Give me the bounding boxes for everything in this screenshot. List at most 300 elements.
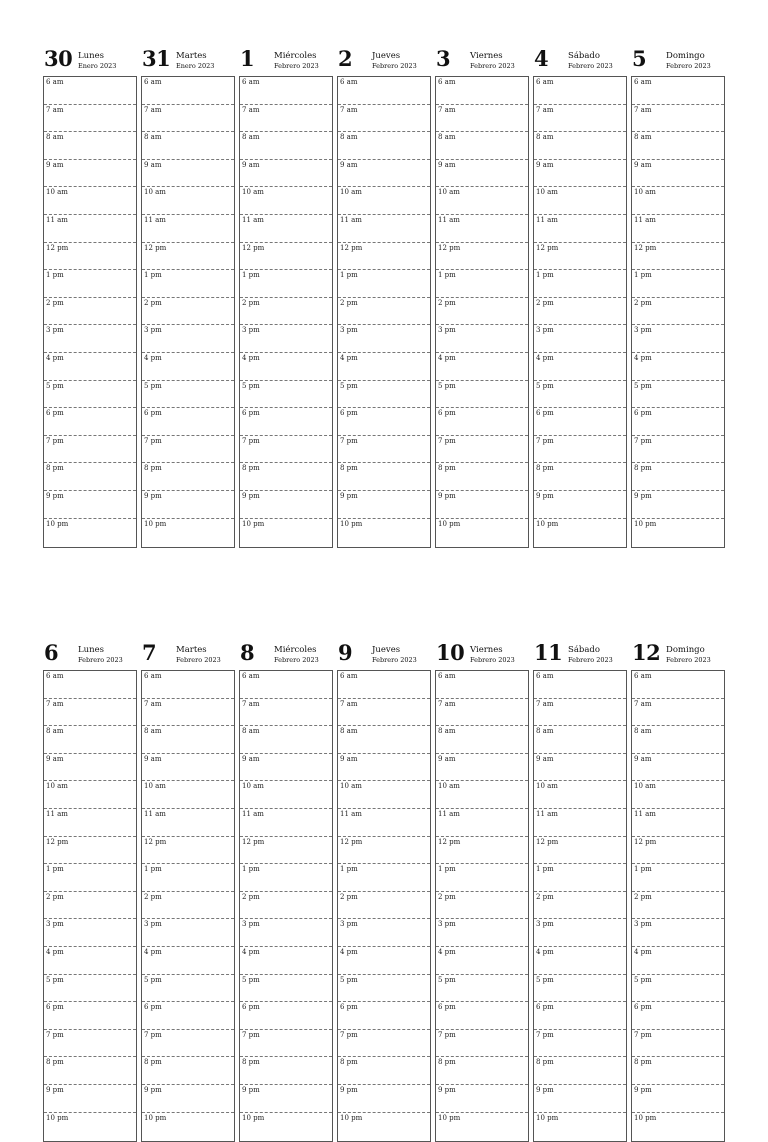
hour-slot[interactable] [142, 781, 234, 809]
hour-label: 4 pm [438, 948, 456, 956]
hour-slot[interactable] [44, 187, 136, 215]
hour-slot[interactable] [534, 132, 626, 160]
hour-slot[interactable] [338, 353, 430, 381]
hour-slot[interactable] [534, 1085, 626, 1113]
hour-slot[interactable] [338, 381, 430, 409]
hour-slot[interactable] [240, 864, 332, 892]
hour-label: 9 pm [536, 492, 554, 500]
hour-slot[interactable] [142, 919, 234, 947]
hour-slot[interactable] [142, 947, 234, 975]
day-column [141, 44, 235, 548]
hour-slot[interactable] [436, 975, 528, 1003]
hour-label: 6 pm [144, 1003, 162, 1012]
hour-slot[interactable] [436, 947, 528, 975]
hour-label: 9 am [340, 754, 358, 763]
hour-slot[interactable] [338, 726, 430, 754]
day-number: 8 [240, 640, 255, 665]
hour-slot[interactable] [436, 1002, 528, 1030]
hour-slot[interactable] [240, 491, 332, 519]
hour-slot[interactable] [632, 892, 724, 920]
hour-slot[interactable] [240, 1085, 332, 1113]
hour-slot[interactable] [240, 463, 332, 491]
hour-slot[interactable] [240, 105, 332, 133]
hour-slot[interactable] [142, 132, 234, 160]
hour-slot[interactable] [534, 463, 626, 491]
hour-slot[interactable] [240, 215, 332, 243]
hour-slot[interactable] [142, 160, 234, 188]
hour-label: 3 pm [438, 326, 456, 335]
day-schedule [533, 670, 627, 1142]
hour-slot[interactable] [338, 947, 430, 975]
hour-slot[interactable] [436, 726, 528, 754]
hour-slot[interactable] [436, 519, 528, 547]
hour-slot[interactable] [338, 132, 430, 160]
hour-slot[interactable] [240, 408, 332, 436]
hour-slot[interactable] [534, 947, 626, 975]
hour-slot[interactable] [240, 132, 332, 160]
hour-slot[interactable] [142, 1057, 234, 1085]
hour-slot[interactable] [534, 919, 626, 947]
hour-slot[interactable] [240, 160, 332, 188]
hour-slot[interactable] [338, 892, 430, 920]
hour-slot[interactable] [534, 671, 626, 699]
hour-slot[interactable] [44, 781, 136, 809]
hour-slot[interactable] [436, 1085, 528, 1113]
hour-slot[interactable] [142, 77, 234, 105]
hour-slot[interactable] [142, 519, 234, 547]
hour-slot[interactable] [338, 699, 430, 727]
hour-label: 10 pm [144, 1113, 167, 1122]
day-header [533, 638, 627, 670]
hour-slot[interactable] [44, 160, 136, 188]
hour-label: 9 pm [242, 1086, 260, 1094]
hour-slot[interactable] [240, 519, 332, 547]
hour-label: 5 pm [46, 975, 64, 984]
hour-slot[interactable] [338, 105, 430, 133]
hour-label: 7 am [634, 699, 652, 708]
hour-slot[interactable] [436, 436, 528, 464]
hour-slot[interactable] [436, 298, 528, 326]
day-name: Lunes [78, 51, 104, 61]
hour-label: 9 am [536, 754, 554, 763]
hour-slot[interactable] [436, 105, 528, 133]
hour-slot[interactable] [534, 726, 626, 754]
hour-slot[interactable] [338, 463, 430, 491]
hour-label: 11 am [634, 810, 656, 818]
hour-slot[interactable] [142, 353, 234, 381]
hour-label: 6 am [340, 78, 358, 86]
hour-slot[interactable] [44, 519, 136, 547]
hour-slot[interactable] [142, 892, 234, 920]
hour-slot[interactable] [534, 105, 626, 133]
hour-slot[interactable] [338, 519, 430, 547]
hour-slot[interactable] [632, 919, 724, 947]
hour-slot[interactable] [632, 353, 724, 381]
hour-slot[interactable] [632, 726, 724, 754]
hour-slot[interactable] [142, 837, 234, 865]
hour-slot[interactable] [44, 726, 136, 754]
hour-label: 5 pm [144, 381, 162, 390]
hour-slot[interactable] [338, 491, 430, 519]
day-column [239, 638, 333, 1142]
hour-label: 8 am [634, 133, 652, 142]
hour-slot[interactable] [436, 1057, 528, 1085]
day-month: Febrero 2023 [666, 62, 711, 70]
hour-slot[interactable] [338, 1057, 430, 1085]
hour-slot[interactable] [44, 892, 136, 920]
hour-slot[interactable] [338, 781, 430, 809]
hour-label: 12 pm [144, 243, 167, 252]
hour-slot[interactable] [142, 215, 234, 243]
hour-slot[interactable] [240, 298, 332, 326]
hour-label: 12 pm [634, 837, 657, 846]
hour-slot[interactable] [44, 837, 136, 865]
hour-slot[interactable] [44, 1113, 136, 1141]
hour-slot[interactable] [142, 975, 234, 1003]
hour-slot[interactable] [142, 408, 234, 436]
hour-slot[interactable] [338, 325, 430, 353]
hour-slot[interactable] [240, 919, 332, 947]
hour-label: 11 am [46, 810, 68, 818]
hour-slot[interactable] [44, 754, 136, 782]
hour-slot[interactable] [534, 781, 626, 809]
hour-slot[interactable] [142, 436, 234, 464]
hour-label: 12 pm [634, 243, 657, 252]
hour-slot[interactable] [534, 270, 626, 298]
hour-slot[interactable] [534, 1030, 626, 1058]
hour-slot[interactable] [240, 947, 332, 975]
hour-slot[interactable] [534, 243, 626, 271]
hour-slot[interactable] [338, 1113, 430, 1141]
hour-slot[interactable] [632, 671, 724, 699]
hour-slot[interactable] [44, 270, 136, 298]
hour-slot[interactable] [632, 325, 724, 353]
hour-slot[interactable] [436, 353, 528, 381]
hour-slot[interactable] [44, 919, 136, 947]
hour-label: 7 pm [144, 436, 162, 445]
hour-slot[interactable] [142, 325, 234, 353]
hour-slot[interactable] [534, 408, 626, 436]
hour-slot[interactable] [632, 132, 724, 160]
hour-slot[interactable] [534, 1113, 626, 1141]
hour-slot[interactable] [436, 754, 528, 782]
hour-slot[interactable] [240, 699, 332, 727]
hour-label: 9 am [438, 160, 456, 169]
hour-slot[interactable] [142, 1030, 234, 1058]
day-header [43, 44, 137, 76]
hour-slot[interactable] [44, 215, 136, 243]
hour-slot[interactable] [240, 325, 332, 353]
hour-label: 6 pm [242, 409, 260, 418]
hour-slot[interactable] [534, 1057, 626, 1085]
hour-slot[interactable] [240, 671, 332, 699]
hour-slot[interactable] [436, 892, 528, 920]
hour-slot[interactable] [632, 1085, 724, 1113]
hour-label: 4 pm [340, 948, 358, 956]
hour-slot[interactable] [338, 919, 430, 947]
hour-slot[interactable] [632, 1057, 724, 1085]
hour-slot[interactable] [436, 809, 528, 837]
hour-slot[interactable] [240, 381, 332, 409]
hour-label: 1 pm [634, 865, 652, 874]
hour-slot[interactable] [436, 491, 528, 519]
hour-slot[interactable] [436, 381, 528, 409]
hour-slot[interactable] [534, 298, 626, 326]
hour-slot[interactable] [142, 726, 234, 754]
hour-slot[interactable] [240, 975, 332, 1003]
hour-slot[interactable] [240, 726, 332, 754]
hour-slot[interactable] [338, 837, 430, 865]
hour-label: 10 pm [634, 519, 657, 528]
hour-slot[interactable] [436, 243, 528, 271]
hour-slot[interactable] [436, 463, 528, 491]
day-header [239, 638, 333, 670]
hour-slot[interactable] [436, 1113, 528, 1141]
hour-label: 1 pm [242, 865, 260, 874]
hour-label: 7 am [46, 699, 64, 708]
hour-slot[interactable] [436, 160, 528, 188]
day-number: 6 [44, 640, 59, 665]
hour-slot[interactable] [142, 1002, 234, 1030]
hour-slot[interactable] [240, 1002, 332, 1030]
hour-slot[interactable] [632, 77, 724, 105]
hour-label: 12 pm [536, 837, 559, 846]
hour-label: 11 am [242, 810, 264, 818]
hour-slot[interactable] [44, 325, 136, 353]
hour-slot[interactable] [44, 298, 136, 326]
hour-slot[interactable] [436, 781, 528, 809]
hour-slot[interactable] [142, 463, 234, 491]
hour-slot[interactable] [632, 436, 724, 464]
hour-label: 6 am [536, 672, 554, 680]
hour-label: 8 am [242, 727, 260, 736]
hour-slot[interactable] [632, 809, 724, 837]
hour-slot[interactable] [632, 1030, 724, 1058]
hour-label: 8 am [536, 133, 554, 142]
hour-slot[interactable] [436, 187, 528, 215]
hour-slot[interactable] [44, 1030, 136, 1058]
hour-slot[interactable] [240, 809, 332, 837]
hour-slot[interactable] [436, 671, 528, 699]
hour-slot[interactable] [534, 215, 626, 243]
hour-slot[interactable] [338, 215, 430, 243]
hour-slot[interactable] [632, 187, 724, 215]
hour-slot[interactable] [436, 699, 528, 727]
hour-slot[interactable] [240, 270, 332, 298]
hour-slot[interactable] [338, 187, 430, 215]
hour-slot[interactable] [142, 381, 234, 409]
hour-slot[interactable] [338, 160, 430, 188]
hour-slot[interactable] [338, 270, 430, 298]
hour-slot[interactable] [44, 132, 136, 160]
hour-label: 7 pm [242, 436, 260, 445]
hour-label: 11 am [536, 810, 558, 818]
hour-slot[interactable] [240, 781, 332, 809]
hour-slot[interactable] [338, 243, 430, 271]
hour-slot[interactable] [44, 947, 136, 975]
hour-slot[interactable] [142, 298, 234, 326]
hour-slot[interactable] [44, 408, 136, 436]
hour-slot[interactable] [240, 353, 332, 381]
hour-slot[interactable] [338, 754, 430, 782]
hour-slot[interactable] [534, 809, 626, 837]
hour-slot[interactable] [534, 519, 626, 547]
hour-slot[interactable] [534, 975, 626, 1003]
hour-label: 6 pm [46, 1003, 64, 1012]
hour-slot[interactable] [632, 864, 724, 892]
hour-label: 3 pm [634, 326, 652, 335]
hour-slot[interactable] [632, 381, 724, 409]
hour-label: 11 am [242, 216, 264, 224]
hour-slot[interactable] [534, 837, 626, 865]
hour-slot[interactable] [436, 1030, 528, 1058]
hour-slot[interactable] [44, 105, 136, 133]
hour-slot[interactable] [142, 243, 234, 271]
hour-slot[interactable] [338, 298, 430, 326]
hour-slot[interactable] [142, 270, 234, 298]
day-number: 3 [436, 46, 451, 71]
hour-slot[interactable] [142, 809, 234, 837]
hour-slot[interactable] [44, 243, 136, 271]
hour-slot[interactable] [534, 325, 626, 353]
hour-slot[interactable] [338, 1085, 430, 1113]
hour-slot[interactable] [240, 77, 332, 105]
hour-slot[interactable] [436, 215, 528, 243]
hour-slot[interactable] [338, 1002, 430, 1030]
hour-label: 9 pm [634, 1086, 652, 1094]
hour-slot[interactable] [436, 325, 528, 353]
hour-slot[interactable] [534, 1002, 626, 1030]
hour-slot[interactable] [436, 864, 528, 892]
hour-slot[interactable] [632, 270, 724, 298]
hour-slot[interactable] [632, 463, 724, 491]
hour-slot[interactable] [240, 1030, 332, 1058]
hour-slot[interactable] [44, 491, 136, 519]
hour-slot[interactable] [632, 1002, 724, 1030]
hour-slot[interactable] [142, 754, 234, 782]
hour-slot[interactable] [44, 1085, 136, 1113]
hour-slot[interactable] [436, 408, 528, 436]
hour-slot[interactable] [534, 864, 626, 892]
hour-slot[interactable] [44, 77, 136, 105]
hour-slot[interactable] [632, 699, 724, 727]
hour-slot[interactable] [436, 270, 528, 298]
hour-slot[interactable] [240, 436, 332, 464]
hour-slot[interactable] [338, 1030, 430, 1058]
hour-label: 7 pm [340, 436, 358, 445]
hour-slot[interactable] [44, 671, 136, 699]
hour-slot[interactable] [632, 754, 724, 782]
hour-slot[interactable] [338, 77, 430, 105]
hour-slot[interactable] [338, 436, 430, 464]
hour-slot[interactable] [632, 215, 724, 243]
day-schedule [337, 76, 431, 548]
hour-slot[interactable] [534, 353, 626, 381]
hour-slot[interactable] [632, 243, 724, 271]
hour-slot[interactable] [534, 892, 626, 920]
hour-label: 5 pm [242, 381, 260, 390]
hour-slot[interactable] [44, 436, 136, 464]
hour-slot[interactable] [338, 864, 430, 892]
hour-slot[interactable] [240, 837, 332, 865]
hour-label: 6 am [340, 672, 358, 680]
hour-slot[interactable] [338, 671, 430, 699]
hour-slot[interactable] [534, 160, 626, 188]
hour-slot[interactable] [142, 1113, 234, 1141]
hour-slot[interactable] [142, 491, 234, 519]
day-number: 10 [436, 640, 465, 665]
hour-slot[interactable] [338, 809, 430, 837]
hour-slot[interactable] [534, 187, 626, 215]
hour-slot[interactable] [534, 77, 626, 105]
hour-slot[interactable] [44, 699, 136, 727]
hour-label: 9 am [438, 754, 456, 763]
hour-slot[interactable] [632, 408, 724, 436]
hour-slot[interactable] [142, 1085, 234, 1113]
hour-slot[interactable] [338, 975, 430, 1003]
hour-slot[interactable] [534, 491, 626, 519]
hour-slot[interactable] [534, 381, 626, 409]
hour-slot[interactable] [44, 353, 136, 381]
hour-label: 7 pm [438, 1030, 456, 1039]
hour-slot[interactable] [44, 1057, 136, 1085]
hour-slot[interactable] [632, 1113, 724, 1141]
hour-slot[interactable] [240, 187, 332, 215]
hour-slot[interactable] [142, 864, 234, 892]
hour-slot[interactable] [142, 105, 234, 133]
hour-slot[interactable] [142, 671, 234, 699]
hour-slot[interactable] [632, 781, 724, 809]
hour-slot[interactable] [632, 975, 724, 1003]
hour-slot[interactable] [240, 243, 332, 271]
hour-slot[interactable] [534, 436, 626, 464]
hour-slot[interactable] [44, 381, 136, 409]
hour-label: 2 pm [536, 298, 554, 307]
hour-slot[interactable] [632, 298, 724, 326]
hour-slot[interactable] [436, 919, 528, 947]
hour-slot[interactable] [240, 754, 332, 782]
hour-slot[interactable] [338, 408, 430, 436]
hour-label: 1 pm [46, 865, 64, 874]
hour-slot[interactable] [436, 77, 528, 105]
hour-slot[interactable] [632, 519, 724, 547]
hour-label: 6 am [46, 672, 64, 680]
hour-slot[interactable] [436, 132, 528, 160]
hour-slot[interactable] [44, 975, 136, 1003]
hour-slot[interactable] [142, 187, 234, 215]
hour-slot[interactable] [44, 809, 136, 837]
hour-label: 10 am [438, 188, 460, 197]
hour-slot[interactable] [240, 892, 332, 920]
hour-slot[interactable] [632, 491, 724, 519]
hour-slot[interactable] [534, 754, 626, 782]
hour-slot[interactable] [436, 837, 528, 865]
hour-slot[interactable] [632, 105, 724, 133]
hour-slot[interactable] [632, 947, 724, 975]
hour-label: 4 pm [536, 948, 554, 956]
hour-slot[interactable] [240, 1057, 332, 1085]
hour-slot[interactable] [44, 1002, 136, 1030]
day-column [337, 44, 431, 548]
hour-label: 4 pm [46, 948, 64, 956]
hour-slot[interactable] [44, 864, 136, 892]
hour-slot[interactable] [44, 463, 136, 491]
hour-slot[interactable] [240, 1113, 332, 1141]
hour-slot[interactable] [142, 699, 234, 727]
hour-slot[interactable] [534, 699, 626, 727]
hour-slot[interactable] [632, 160, 724, 188]
hour-slot[interactable] [632, 837, 724, 865]
